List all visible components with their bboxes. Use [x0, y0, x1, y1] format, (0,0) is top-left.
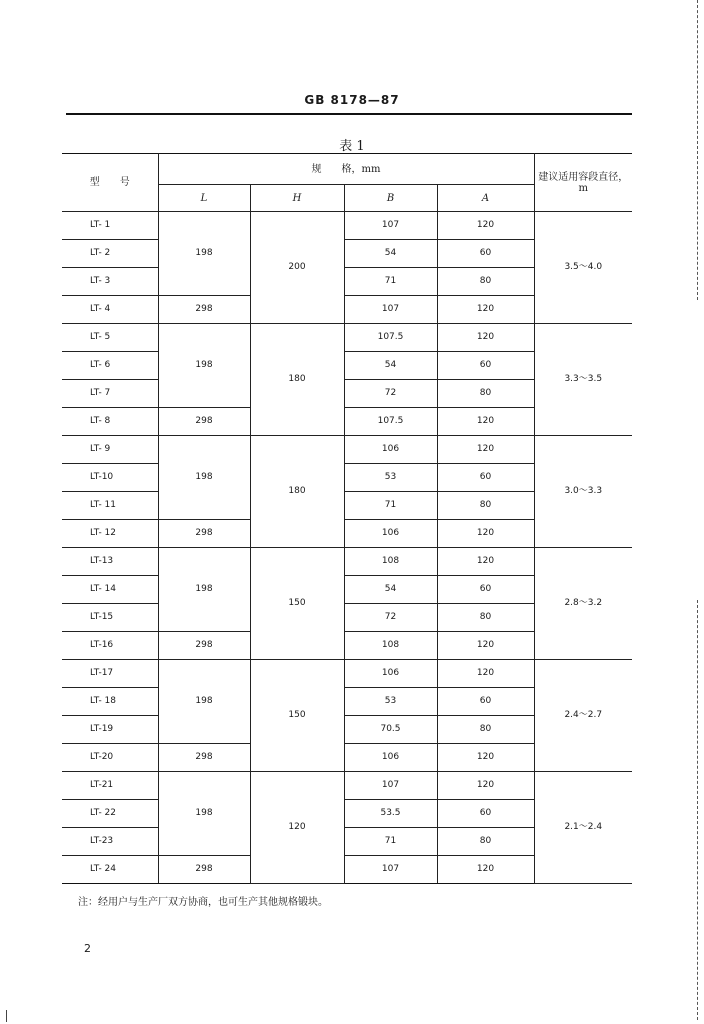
- a-cell: 60: [437, 464, 534, 492]
- model-cell: LT- 11: [62, 492, 158, 520]
- l-cell: 298: [158, 408, 250, 436]
- model-cell: LT- 14: [62, 576, 158, 604]
- diameter-cell: 2.8～3.2: [534, 548, 632, 660]
- model-cell: LT-23: [62, 828, 158, 856]
- l-cell: 198: [158, 548, 250, 632]
- header-a: A: [437, 185, 534, 212]
- b-cell: 107: [344, 212, 437, 240]
- b-cell: 71: [344, 828, 437, 856]
- table-row: [62, 660, 632, 688]
- b-cell: 107: [344, 296, 437, 324]
- a-cell: 80: [437, 828, 534, 856]
- model-cell: LT-21: [62, 772, 158, 800]
- header-l: L: [158, 185, 250, 212]
- a-cell: 120: [437, 744, 534, 772]
- a-cell: 120: [437, 296, 534, 324]
- b-cell: 107.5: [344, 324, 437, 352]
- model-cell: LT- 9: [62, 436, 158, 464]
- a-cell: 120: [437, 324, 534, 352]
- b-cell: 107: [344, 856, 437, 884]
- a-cell: 60: [437, 352, 534, 380]
- model-cell: LT-13: [62, 548, 158, 576]
- l-cell: 198: [158, 660, 250, 744]
- page-number: 2: [84, 942, 91, 955]
- b-cell: 70.5: [344, 716, 437, 744]
- b-cell: 106: [344, 744, 437, 772]
- table-title: 表 1: [339, 139, 365, 154]
- a-cell: 120: [437, 772, 534, 800]
- a-cell: 60: [437, 688, 534, 716]
- b-cell: 71: [344, 492, 437, 520]
- h-cell: 180: [250, 324, 344, 436]
- model-cell: LT- 24: [62, 856, 158, 884]
- a-cell: 120: [437, 632, 534, 660]
- b-cell: 106: [344, 436, 437, 464]
- binding-edge-line-lower: [697, 600, 698, 1020]
- diameter-cell: 2.1～2.4: [534, 772, 632, 884]
- h-cell: 180: [250, 436, 344, 548]
- table-row: [62, 772, 632, 800]
- a-cell: 120: [437, 408, 534, 436]
- model-cell: LT- 12: [62, 520, 158, 548]
- a-cell: 120: [437, 856, 534, 884]
- model-cell: LT- 7: [62, 380, 158, 408]
- diameter-cell: 3.3～3.5: [534, 324, 632, 436]
- header-diameter: 建议适用容段直径，m: [534, 154, 632, 212]
- l-cell: 298: [158, 856, 250, 884]
- l-cell: 198: [158, 212, 250, 296]
- b-cell: 106: [344, 520, 437, 548]
- l-cell: 198: [158, 772, 250, 856]
- a-cell: 80: [437, 716, 534, 744]
- l-cell: 298: [158, 520, 250, 548]
- table-row: [62, 436, 632, 464]
- a-cell: 60: [437, 240, 534, 268]
- b-cell: 107: [344, 772, 437, 800]
- h-cell: 120: [250, 772, 344, 884]
- b-cell: 54: [344, 352, 437, 380]
- h-cell: 150: [250, 660, 344, 772]
- a-cell: 80: [437, 492, 534, 520]
- b-cell: 108: [344, 548, 437, 576]
- model-cell: LT-10: [62, 464, 158, 492]
- table-row: [62, 212, 632, 240]
- l-cell: 298: [158, 744, 250, 772]
- header-rule: [66, 113, 632, 115]
- header-b: B: [344, 185, 437, 212]
- diameter-cell: 3.0～3.3: [534, 436, 632, 548]
- model-cell: LT- 18: [62, 688, 158, 716]
- l-cell: 198: [158, 324, 250, 408]
- table-note: 注：经用户与生产厂双方协商，也可生产其他规格锻块。: [78, 897, 328, 908]
- model-cell: LT- 1: [62, 212, 158, 240]
- scan-edge-mark: [6, 1010, 7, 1022]
- a-cell: 120: [437, 436, 534, 464]
- a-cell: 120: [437, 548, 534, 576]
- a-cell: 80: [437, 268, 534, 296]
- a-cell: 120: [437, 660, 534, 688]
- b-cell: 71: [344, 268, 437, 296]
- l-cell: 298: [158, 632, 250, 660]
- l-cell: 298: [158, 296, 250, 324]
- model-cell: LT- 4: [62, 296, 158, 324]
- b-cell: 53.5: [344, 800, 437, 828]
- b-cell: 72: [344, 380, 437, 408]
- b-cell: 53: [344, 688, 437, 716]
- standard-code: GB 8178—87: [304, 93, 400, 107]
- specification-table: [62, 153, 632, 884]
- model-cell: LT-19: [62, 716, 158, 744]
- a-cell: 80: [437, 380, 534, 408]
- b-cell: 107.5: [344, 408, 437, 436]
- b-cell: 54: [344, 576, 437, 604]
- header-h: H: [250, 185, 344, 212]
- b-cell: 53: [344, 464, 437, 492]
- model-cell: LT-17: [62, 660, 158, 688]
- model-cell: LT- 2: [62, 240, 158, 268]
- a-cell: 60: [437, 800, 534, 828]
- model-cell: LT- 3: [62, 268, 158, 296]
- b-cell: 108: [344, 632, 437, 660]
- a-cell: 60: [437, 576, 534, 604]
- model-cell: LT-16: [62, 632, 158, 660]
- model-cell: LT-20: [62, 744, 158, 772]
- table-row: [62, 324, 632, 352]
- model-cell: LT-15: [62, 604, 158, 632]
- a-cell: 120: [437, 212, 534, 240]
- header-model: 型 号: [62, 154, 158, 212]
- b-cell: 106: [344, 660, 437, 688]
- b-cell: 54: [344, 240, 437, 268]
- diameter-cell: 2.4～2.7: [534, 660, 632, 772]
- b-cell: 72: [344, 604, 437, 632]
- model-cell: LT- 6: [62, 352, 158, 380]
- diameter-cell: 3.5～4.0: [534, 212, 632, 324]
- header-spec-group: 规 格，mm: [158, 154, 534, 185]
- l-cell: 198: [158, 436, 250, 520]
- model-cell: LT- 5: [62, 324, 158, 352]
- model-cell: LT- 22: [62, 800, 158, 828]
- a-cell: 80: [437, 604, 534, 632]
- model-cell: LT- 8: [62, 408, 158, 436]
- table-row: [62, 548, 632, 576]
- h-cell: 200: [250, 212, 344, 324]
- a-cell: 120: [437, 520, 534, 548]
- h-cell: 150: [250, 548, 344, 660]
